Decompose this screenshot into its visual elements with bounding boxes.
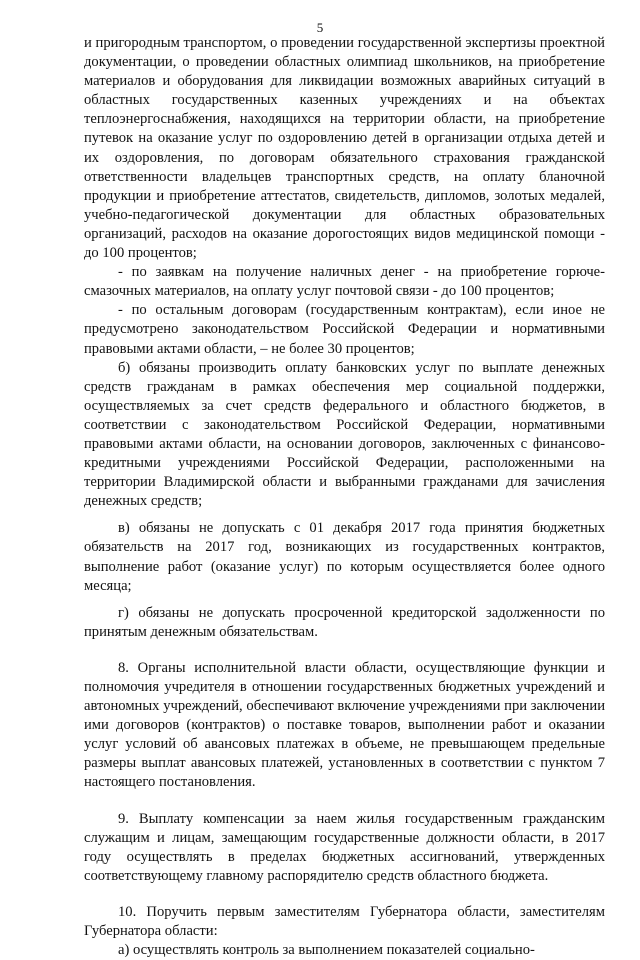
paragraph-other-contracts: - по остальным договорам (государственным контрактам), если иное не предусмотрено законодательством Российской Федерации и нормативными правовыми актами области, – не более 30 процентов; bbox=[84, 302, 605, 357]
paragraph-continuation: и пригородным транспортом, о проведении государственной экспертизы проектной документации, о проведении областных олимпиад школьников, на приобретение материалов и оборудования для ликвидации возможных аварийных ситуаций в областных государственных казенных учреждениях и на объектах теплоэнергоснабжения, находящихся на территории области, на приобретение путевок на оказание услуг по оздоровлению детей в организации отдыха детей и их оздоровления, по договорам обязательного страхования гражданской ответственности владельцев транспортных средств, на оплату бланочной продукции и приобретение аттестатов, свидетельств, дипломов, золотых медалей, учебно-педагогической документации для областных образовательных организаций, расходов на оказание дорогостоящих видов медицинской помощи - до 100 процентов; bbox=[84, 35, 605, 262]
paragraph-a-control: а) осуществлять контроль за выполнением показателей социально- bbox=[118, 942, 535, 959]
paragraph-b-bank-services: б) обязаны производить оплату банковских услуг по выплате денежных средств гражданам в рамках обеспечения мер социальной поддержки, осуществляемых за счет средств федерального и областного бюджетов, в соответствии с законодательством Российской Федерации, нормативными правовыми актами области, на основании договоров, заключенных с финансово-кредитными учреждениями Российской Федерации, расположенными на территории Владимирской области и выбранными гражданами для зачисления денежных средств; bbox=[84, 359, 605, 510]
paragraph-g-overdue-debt: г) обязаны не допускать просроченной кредиторской задолженности по принятым денежным обязательствам. bbox=[84, 604, 605, 640]
paragraph-cash-requests: - по заявкам на получение наличных денег - на приобретение горюче-смазочных материалов, на оплату услуг почтовой связи - до 100 процентов; bbox=[84, 264, 605, 300]
page-number: 5 bbox=[316, 20, 324, 35]
paragraph-10-instruction: 10. Поручить первым заместителям Губернатора области, заместителям Губернатора области: bbox=[84, 903, 605, 940]
paragraph-8-advance-payments: 8. Органы исполнительной власти области, осуществляющие функции и полномочия учредителя в отношении государственных бюджетных учреждений и автономных учреждений, обеспечивают включение учреждениями при заключении ими договоров (контрактов) о поставке товаров, выполнении работ и оказании услуг условий об авансовых платежах в объеме, не превышающем предельные размеры выплат авансовых платежей, установленных в соответствии с пунктом 7 настоящего постановления. bbox=[84, 659, 605, 791]
paragraph-v-obligations: в) обязаны не допускать с 01 декабря 2017 года принятия бюджетных обязательств на 2017 год, возникающих из государственных контрактов, выполнение работ (оказание услуг) по которым осуществляется более одного месяца; bbox=[84, 520, 605, 594]
paragraph-9-housing-compensation: 9. Выплату компенсации за наем жилья государственным гражданским служащим и лицам, замещающим государственные должности области, в 2017 году осуществлять в пределах бюджетных ассигнований, утвержденных соответствующему главному распорядителю средств областного бюджета. bbox=[84, 810, 605, 884]
document-body bbox=[84, 34, 605, 960]
